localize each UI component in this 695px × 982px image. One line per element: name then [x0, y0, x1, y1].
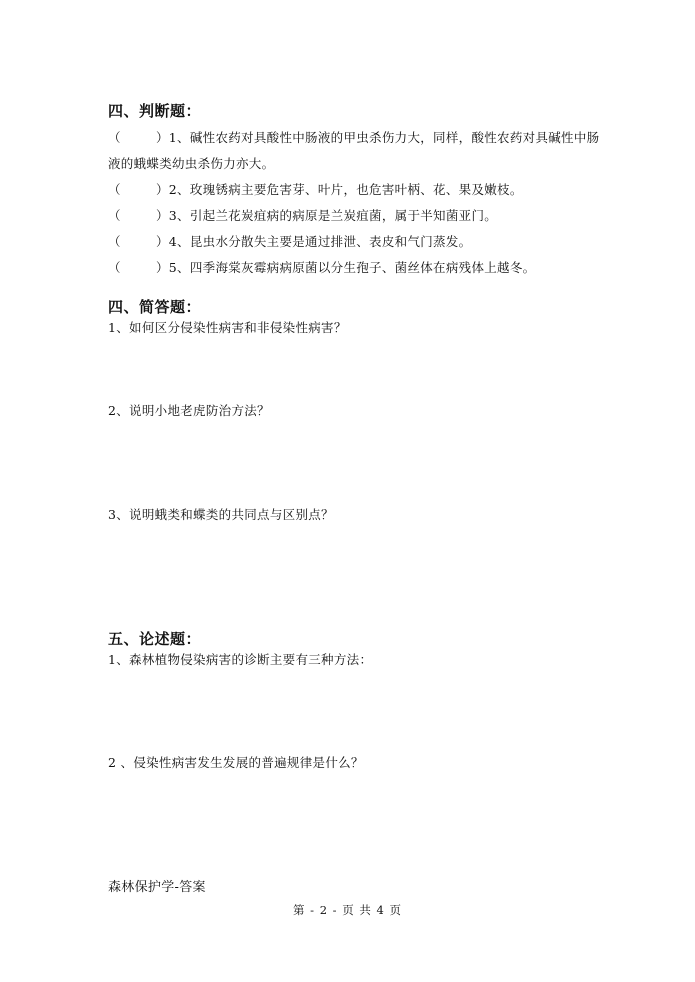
- judgment-item-text: ）1、碱性农药对具酸性中肠液的甲虫杀伤力大，同样，酸性农药对具碱性中肠: [156, 130, 600, 145]
- judgment-item-text: ）2、玫瑰锈病主要危害芽、叶片，也危害叶柄、花、果及嫩枝。: [156, 182, 523, 197]
- judgment-item-4: [108, 232, 471, 250]
- essay-section-title: 五、论述题：: [108, 630, 202, 648]
- answer-blank: （: [108, 234, 121, 249]
- footer-doc-title: 森林保护学-答案: [108, 880, 206, 895]
- short-question-3: 3、说明蛾类和蝶类的共同点与区别点？: [108, 507, 334, 522]
- short-question-2: 2、说明小地老虎防治方法？: [108, 403, 270, 418]
- short-answer-section-title: 四、简答题：: [108, 298, 202, 316]
- judgment-item-text: ）5、四季海棠灰霉病病原菌以分生孢子、菌丝体在病残体上越冬。: [156, 260, 536, 275]
- answer-blank: （: [108, 208, 121, 223]
- footer-page-number: 第 - 2 - 页 共 4 页: [293, 903, 402, 917]
- answer-blank: （: [108, 182, 121, 197]
- answer-blank: （: [108, 260, 121, 275]
- judgment-item-5: [108, 258, 535, 276]
- answer-blank: （: [108, 130, 121, 145]
- judgment-item-2: [108, 180, 523, 198]
- judgment-item-3: [108, 206, 497, 224]
- essay-question-1: 1、森林植物侵染病害的诊断主要有三种方法：: [108, 652, 373, 667]
- essay-question-2: 2 、侵染性病害发生发展的普遍规律是什么？: [108, 755, 364, 770]
- judgment-section-title: 四、判断题：: [108, 102, 202, 120]
- short-question-1: 1、如何区分侵染性病害和非侵染性病害？: [108, 320, 347, 335]
- judgment-item-1: [108, 128, 599, 146]
- judgment-item-1-continued: 液的蛾蝶类幼虫杀伤力亦大。: [108, 156, 275, 171]
- judgment-item-text: ）3、引起兰花炭疽病的病原是兰炭疽菌，属于半知菌亚门。: [156, 208, 498, 223]
- judgment-item-text: ）4、昆虫水分散失主要是通过排泄、表皮和气门蒸发。: [156, 234, 472, 249]
